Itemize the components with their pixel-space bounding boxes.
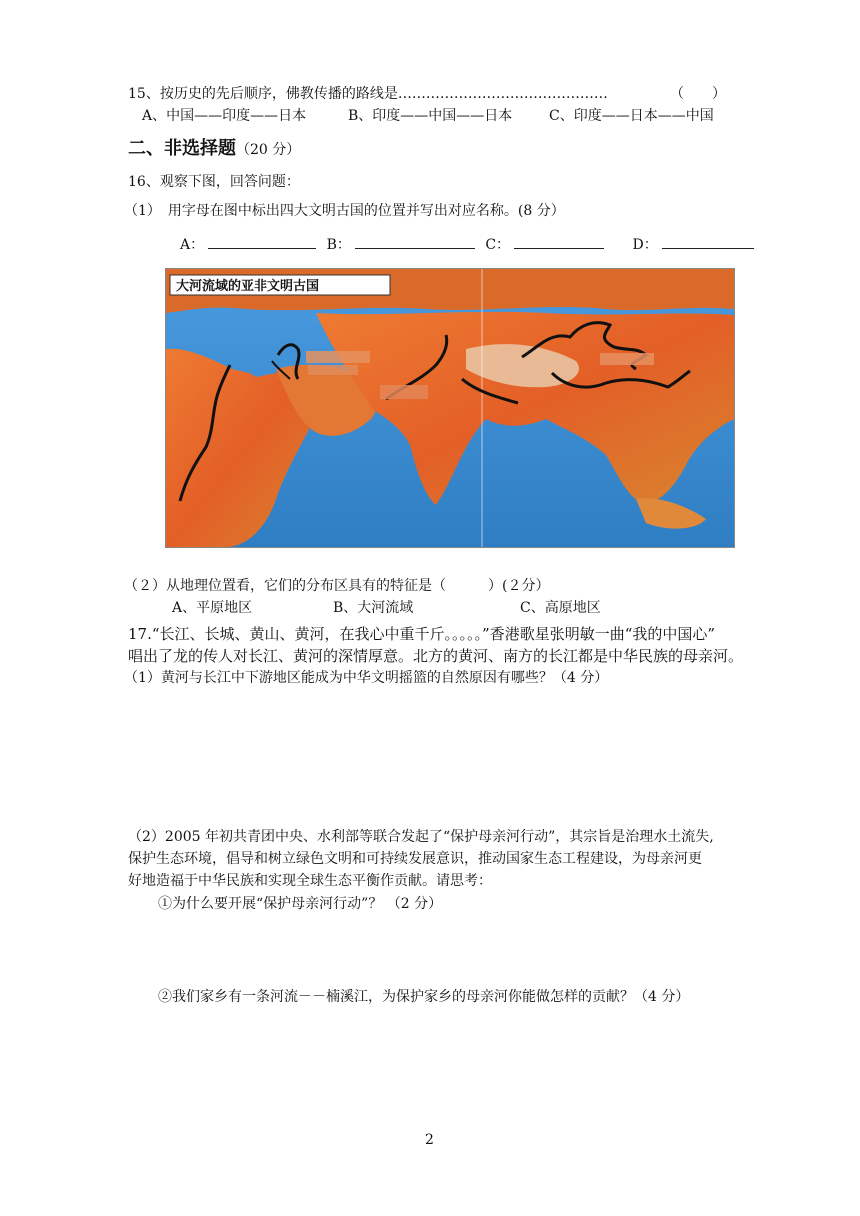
q16-blank-row (180, 234, 760, 255)
label-patch (306, 351, 370, 363)
q17-sub-question-2: ②我们家乡有一条河流－－楠溪江，为保护家乡的母亲河你能做怎样的贡献？（4 分） (158, 989, 690, 1005)
ancient-civilizations-map (165, 268, 735, 548)
blank-b[interactable] (355, 234, 475, 249)
label-patch (308, 365, 358, 375)
section-title: 二、非选择题（20 分） (128, 138, 301, 159)
blank-a[interactable] (208, 234, 316, 249)
q17-stem-line2: 唱出了龙的传人对长江、黄河的深情厚意。北方的黄河、南方的长江都是中华民族的母亲河。 (128, 647, 744, 665)
q17-sub-question-1: ①为什么要开展“保护母亲河行动”？ （2 分） (158, 896, 443, 912)
q17-part2-line2: 保护生态环境，倡导和树立绿色文明和可持续发展意识，推动国家生态工程建设，为母亲河更 (128, 851, 702, 867)
q15-option-b: B、印度——中国——日本 (348, 108, 513, 124)
q15-option-c: C、印度——日本——中国 (549, 108, 714, 124)
map-title: 大河流域的亚非文明古国 (176, 279, 320, 294)
q16-option-c: C、高原地区 (520, 600, 601, 616)
blank-label-d: D： (632, 237, 658, 253)
q16-option-a: A、平原地区 (172, 600, 253, 616)
q16-stem: 16、观察下图，回答问题： (128, 174, 300, 190)
blank-label-c: C： (485, 237, 511, 253)
q17-part2-line3: 好地造福于中华民族和实现全球生态平衡作贡献。请思考： (128, 873, 492, 889)
page-number: 2 (425, 1132, 434, 1148)
label-patch (380, 385, 428, 399)
blank-label-a: A： (180, 237, 205, 253)
blank-d[interactable] (662, 234, 754, 249)
q15-stem: 15、按历史的先后顺序，佛教传播的路线是……………………………………… (128, 86, 608, 102)
q16-part2: （２）从地理位置看，它们的分布区具有的特征是（ ）(２分） (124, 578, 550, 594)
q16-part1: （1） 用字母在图中标出四大文明古国的位置并写出对应名称。(8 分） (124, 203, 565, 219)
q15-answer-paren[interactable]: （ ） (670, 86, 726, 102)
q17-part1: （1）黄河与长江中下游地区能成为中华文明摇篮的自然原因有哪些？（4 分） (124, 670, 609, 686)
label-patch (600, 353, 654, 365)
blank-label-b: B： (326, 237, 351, 253)
q17-stem-line1: 17.“长江、长城、黄山、黄河，在我心中重千斤。。。。。”香港歌星张明敏一曲“我的中国心” (128, 625, 716, 643)
blank-c[interactable] (514, 234, 604, 249)
section-score: （20 分） (236, 142, 301, 158)
q15-option-a: A、中国——印度——日本 (142, 108, 307, 124)
q16-option-b: B、大河流域 (333, 600, 414, 616)
q17-part2-line1: （2）2005 年初共青团中央、水利部等联合发起了“保护母亲河行动”，其宗旨是治理水土流失, (128, 829, 714, 845)
